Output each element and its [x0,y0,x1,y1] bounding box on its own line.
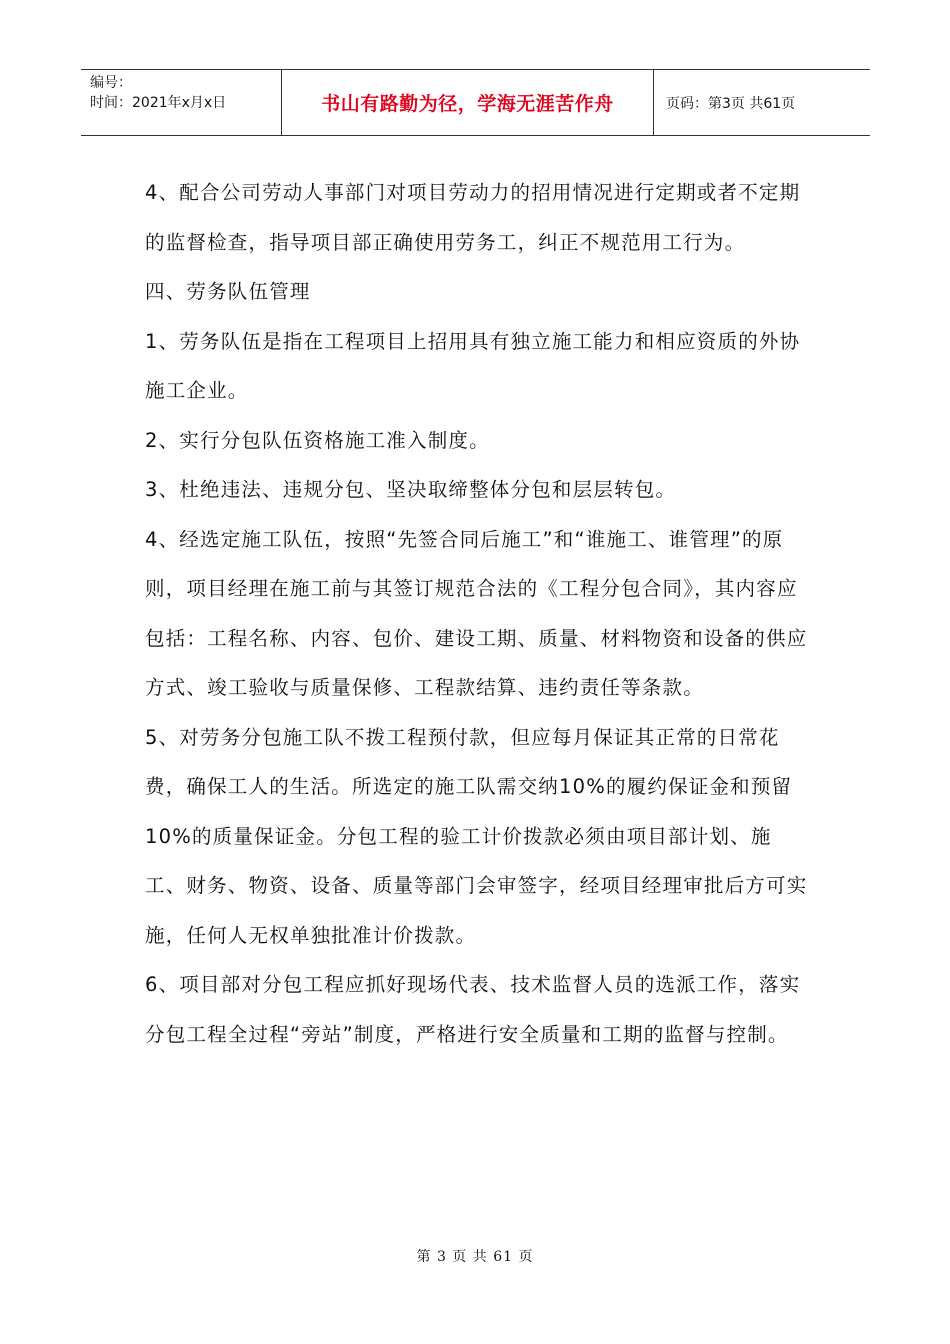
page-footer: 第 3 页 共 61 页 [416,1249,534,1265]
header-page-info: 页码：第3页 共61页 [666,95,796,112]
section-heading: 四、劳务队伍管理 [145,280,311,303]
paragraph: 6、项目部对分包工程应抓好现场代表、技术监督人员的选派工作，落实分包工程全过程“旁站”制度，严格进行安全质量和工期的监督与控制。 [145,973,801,1046]
page-header [81,69,870,136]
paragraph: 4、经选定施工队伍，按照“先签合同后施工”和“谁施工、谁管理”的原则，项目经理在施工前与其签订规范合法的《工程分包合同》，其内容应包括：工程名称、内容、包价、建设工期、质量、材料物资和设备的供应方式、竣工验收与质量保修、工程款结算、违约责任等条款。 [145,527,808,699]
header-motto: 书山有路勤为径，学海无涯苦作舟 [282,70,654,135]
header-meta-cell [81,70,282,135]
paragraph: 5、对劳务分包施工队不拨工程预付款，但应每月保证其正常的日常花费，确保工人的生活。所选定的施工队需交纳10%的履约保证金和预留10%的质量保证金。分包工程的验工计价拨款必须由项目部计划、施工、财务、物资、设备、质量等部门会审签字，经项目经理审批后方可实施，任何人无权单独批准计价拨款。 [145,725,808,947]
document-body [145,168,810,1059]
paragraph: 4、配合公司劳动人事部门对项目劳动力的招用情况进行定期或者不定期的监督检查，指导项目部正确使用劳务工，纠正不规范用工行为。 [145,181,801,254]
paragraph: 2、实行分包队伍资格施工准入制度。 [145,428,490,452]
paragraph: 1、劳务队伍是指在工程项目上招用具有独立施工能力和相应资质的外协施工企业。 [145,329,801,402]
paragraph: 3、杜绝违法、违规分包、坚决取缔整体分包和层层转包。 [145,478,677,501]
doc-number-label: 编号： [90,75,132,91]
time-label: 时间：2021年x月x日 [90,95,227,111]
